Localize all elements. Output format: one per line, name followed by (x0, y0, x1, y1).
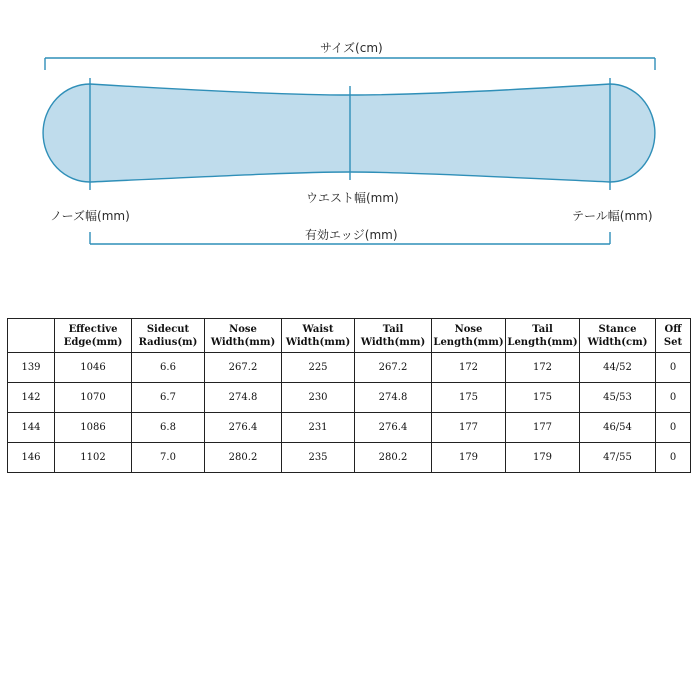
cell-tail-length: 177 (506, 413, 580, 443)
cell-sidecut-radius: 6.6 (132, 353, 205, 383)
header-size (8, 319, 55, 353)
cell-effective-edge: 1102 (55, 443, 132, 473)
header-sidecut-radius: Sidecut Radius(m) (132, 319, 205, 353)
cell-waist-width: 231 (282, 413, 355, 443)
cell-sidecut-radius: 7.0 (132, 443, 205, 473)
header-effective-edge: Effective Edge(mm) (55, 319, 132, 353)
cell-effective-edge: 1086 (55, 413, 132, 443)
cell-offset: 0 (656, 353, 691, 383)
cell-sidecut-radius: 6.8 (132, 413, 205, 443)
cell-tail-width: 274.8 (355, 383, 432, 413)
cell-nose-length: 175 (432, 383, 506, 413)
board-outline (43, 84, 655, 182)
header-tail-width: Tail Width(mm) (355, 319, 432, 353)
cell-tail-width: 267.2 (355, 353, 432, 383)
cell-size: 146 (8, 443, 55, 473)
cell-effective-edge: 1046 (55, 353, 132, 383)
cell-stance-width: 46/54 (580, 413, 656, 443)
header-nose-length: Nose Length(mm) (432, 319, 506, 353)
cell-nose-width: 267.2 (205, 353, 282, 383)
cell-nose-width: 280.2 (205, 443, 282, 473)
header-waist-width: Waist Width(mm) (282, 319, 355, 353)
cell-stance-width: 44/52 (580, 353, 656, 383)
tail-width-label: テール幅(mm) (572, 209, 653, 223)
cell-tail-length: 179 (506, 443, 580, 473)
cell-waist-width: 225 (282, 353, 355, 383)
cell-size: 144 (8, 413, 55, 443)
waist-width-label: ウエスト幅(mm) (306, 191, 399, 205)
cell-waist-width: 235 (282, 443, 355, 473)
header-offset: Off Set (656, 319, 691, 353)
cell-tail-length: 175 (506, 383, 580, 413)
effective-edge-label: 有効エッジ(mm) (305, 228, 398, 242)
cell-size: 142 (8, 383, 55, 413)
table-row (8, 443, 691, 473)
cell-effective-edge: 1070 (55, 383, 132, 413)
cell-size: 139 (8, 353, 55, 383)
table-header-row (8, 319, 691, 353)
table-row (8, 353, 691, 383)
cell-tail-width: 280.2 (355, 443, 432, 473)
nose-width-label: ノーズ幅(mm) (50, 209, 130, 223)
cell-offset: 0 (656, 383, 691, 413)
cell-offset: 0 (656, 413, 691, 443)
cell-nose-length: 172 (432, 353, 506, 383)
cell-nose-length: 177 (432, 413, 506, 443)
cell-offset: 0 (656, 443, 691, 473)
cell-tail-width: 276.4 (355, 413, 432, 443)
cell-nose-width: 274.8 (205, 383, 282, 413)
cell-stance-width: 47/55 (580, 443, 656, 473)
cell-sidecut-radius: 6.7 (132, 383, 205, 413)
spec-table (7, 318, 691, 473)
cell-nose-width: 276.4 (205, 413, 282, 443)
size-label: サイズ(cm) (320, 41, 383, 55)
cell-nose-length: 179 (432, 443, 506, 473)
header-stance-width: Stance Width(cm) (580, 319, 656, 353)
table-row (8, 383, 691, 413)
table-row (8, 413, 691, 443)
header-nose-width: Nose Width(mm) (205, 319, 282, 353)
cell-stance-width: 45/53 (580, 383, 656, 413)
cell-tail-length: 172 (506, 353, 580, 383)
size-dimension-line (45, 58, 655, 70)
header-tail-length: Tail Length(mm) (506, 319, 580, 353)
cell-waist-width: 230 (282, 383, 355, 413)
